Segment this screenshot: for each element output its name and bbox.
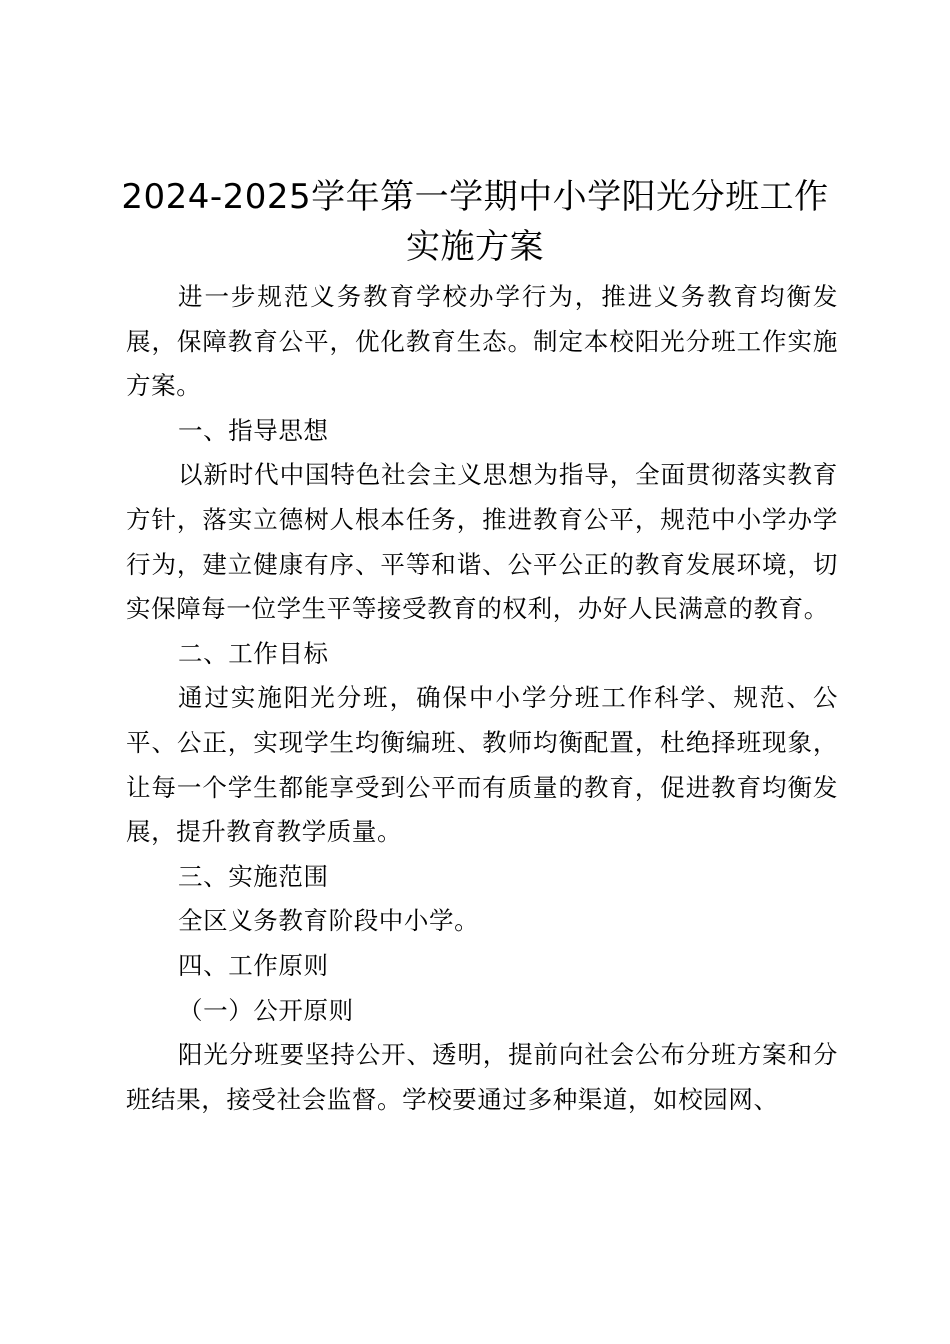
- document-body: [126, 275, 838, 1122]
- intro-paragraph: 进一步规范义务教育学校办学行为，推进义务教育均衡发展，保障教育公平，优化教育生态。制定本校阳光分班工作实施方案。: [126, 282, 838, 401]
- section-heading-guiding-ideology: 一、指导思想: [178, 415, 329, 445]
- document-title: 2024-2025学年第一学期中小学阳光分班工作实施方案: [121, 177, 829, 267]
- openness-paragraph: 阳光分班要坚持公开、透明，提前向社会公布分班方案和分班结果，接受社会监督。学校要通过多种渠道，如校园网、: [126, 1040, 838, 1114]
- section-heading-scope: 三、实施范围: [178, 861, 329, 891]
- work-goals-paragraph: 通过实施阳光分班，确保中小学分班工作科学、规范、公平、公正，实现学生均衡编班、教师均衡配置，杜绝择班现象，让每一个学生都能享受到公平而有质量的教育，促进教育均衡发展，提升教育教学质量。: [126, 683, 838, 847]
- guiding-ideology-paragraph: 以新时代中国特色社会主义思想为指导，全面贯彻落实教育方针，落实立德树人根本任务，推进教育公平，规范中小学办学行为，建立健康有序、平等和谐、公平公正的教育发展环境，切实保障每一位学生平等接受教育的权利，办好人民满意的教育。: [126, 460, 838, 624]
- subsection-heading-openness: （一）公开原则: [178, 995, 354, 1025]
- section-heading-principles: 四、工作原则: [178, 950, 329, 980]
- scope-paragraph: 全区义务教育阶段中小学。: [178, 906, 480, 936]
- section-heading-work-goals: 二、工作目标: [178, 638, 329, 668]
